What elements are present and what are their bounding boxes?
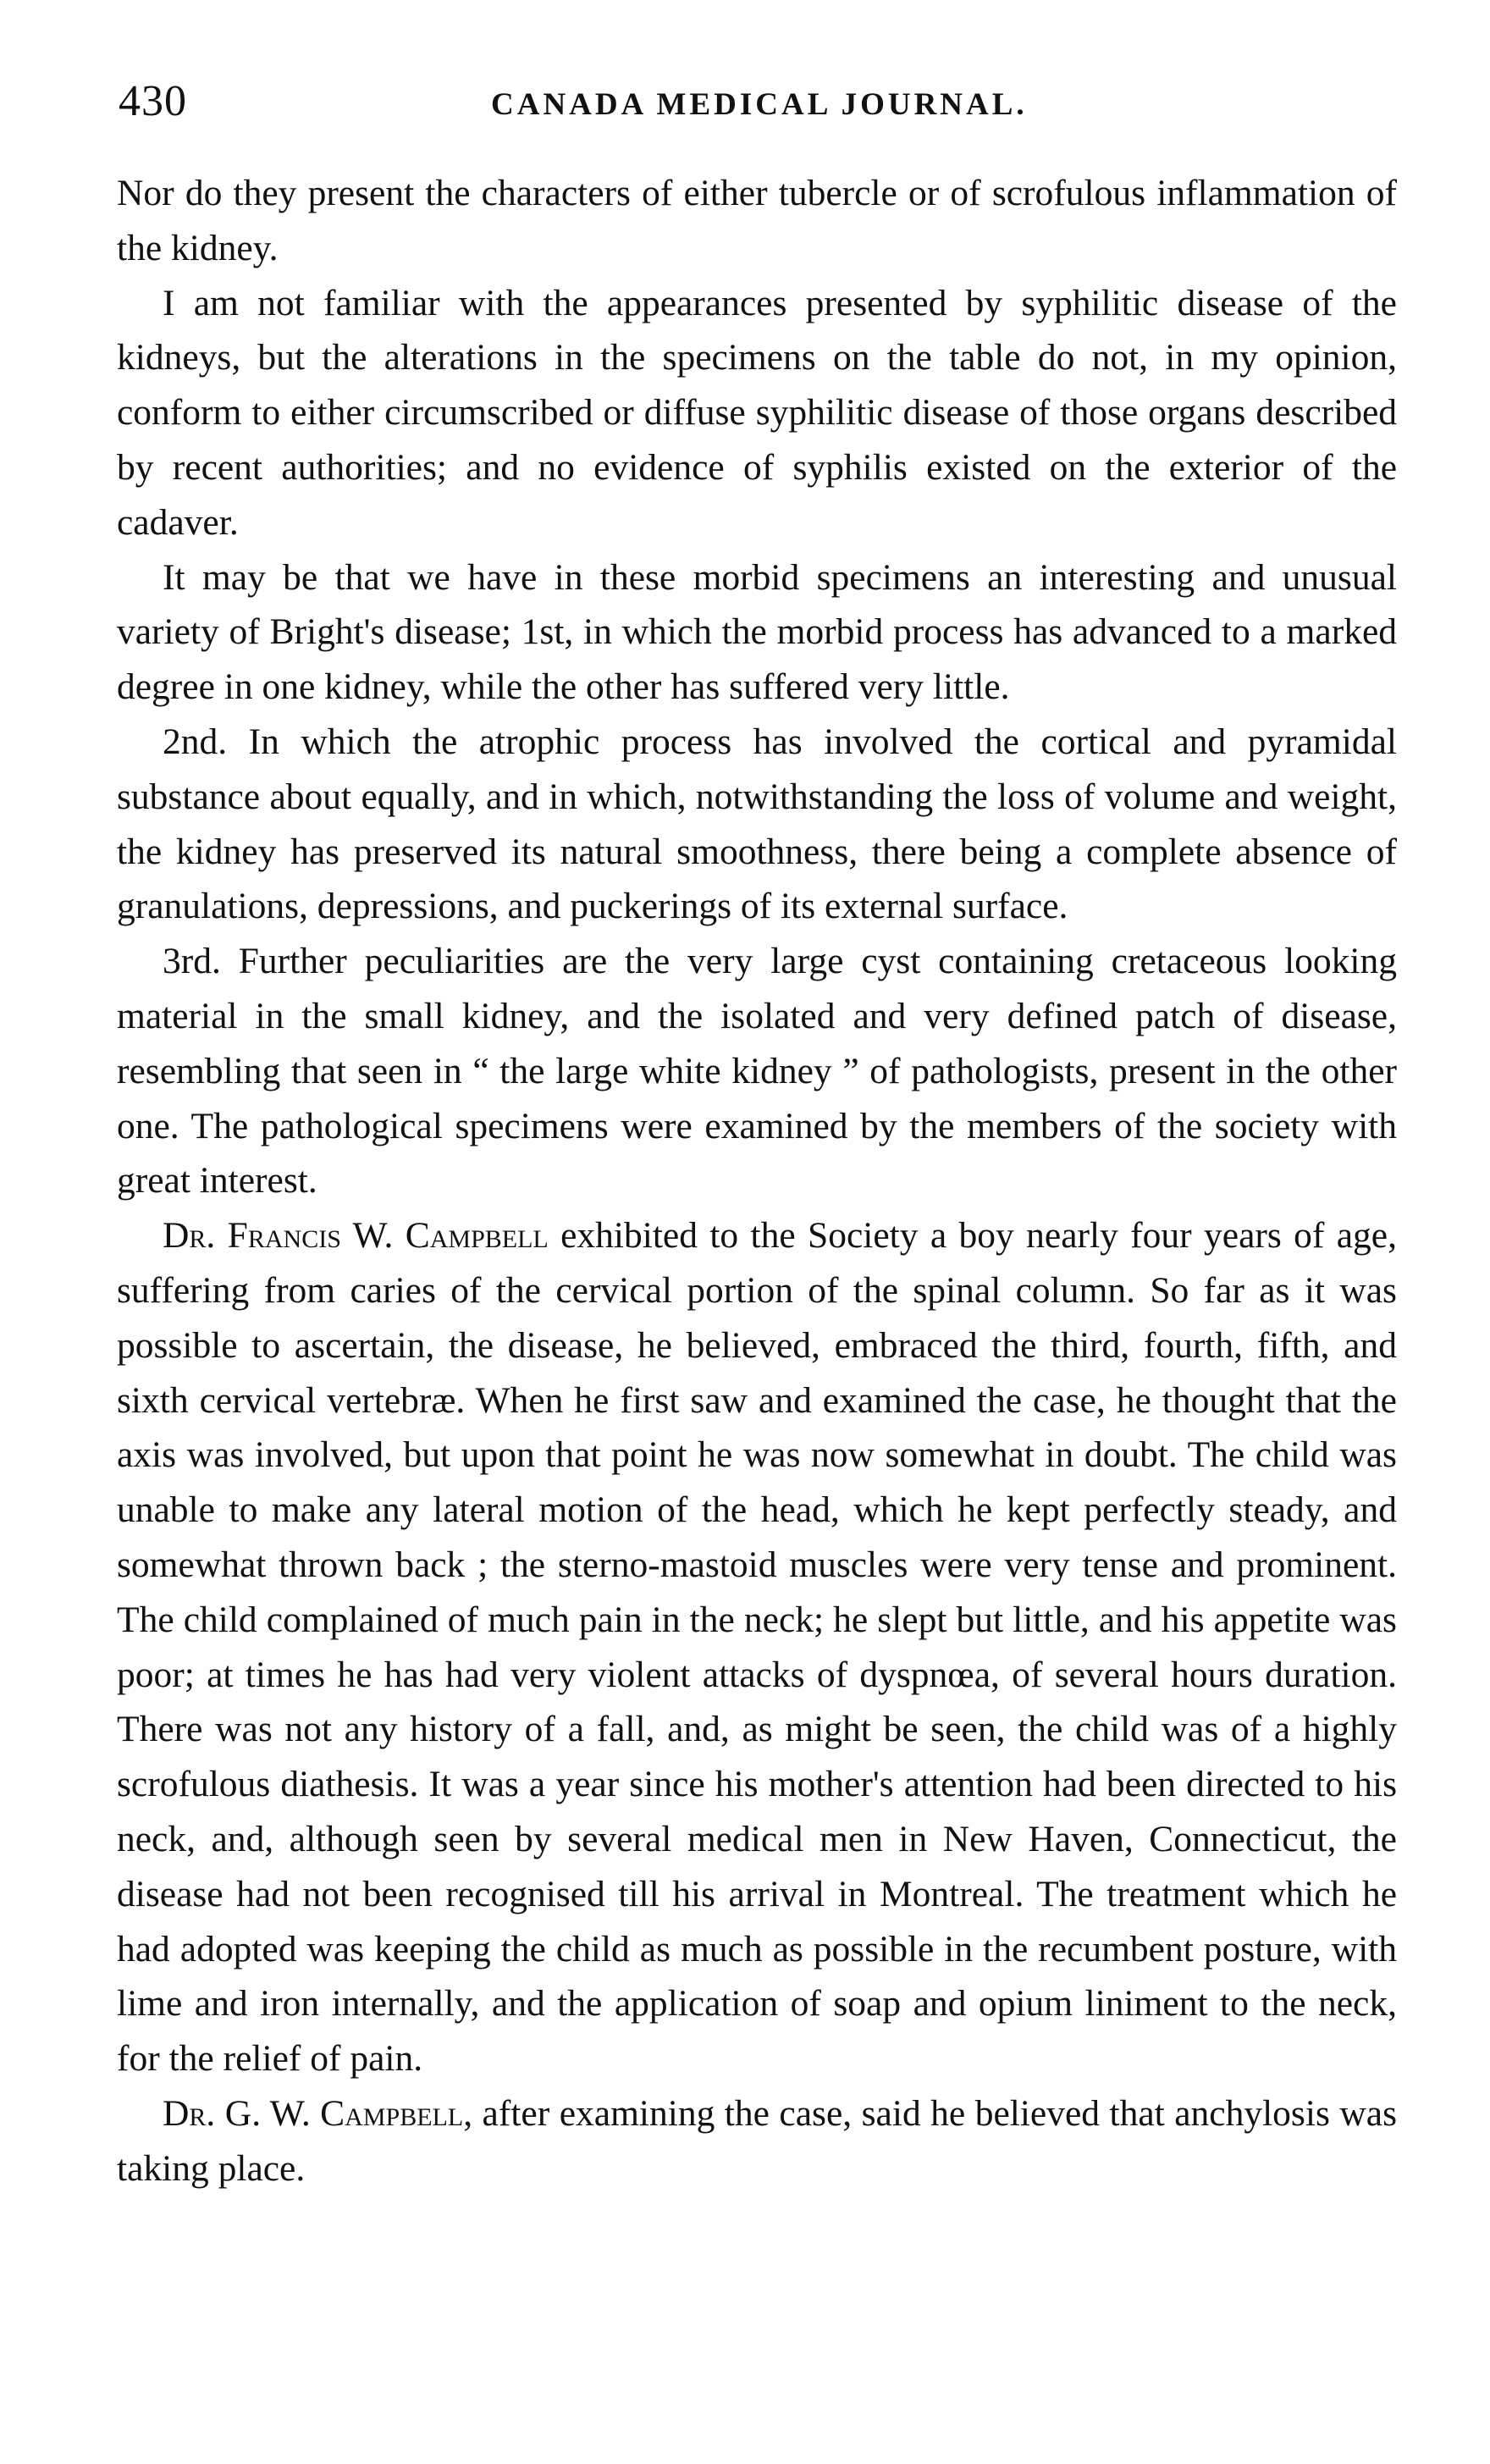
paragraph-6 (117, 1208, 1397, 2086)
speaker-name: Dr. Francis W. Campbell (163, 1215, 549, 1257)
paragraph-7-text: , after examining the case, said he believed that anchylosis was taking place. (117, 2092, 1397, 2189)
running-head: CANADA MEDICAL JOURNAL. (491, 87, 1028, 122)
paragraph-5: 3rd. Further peculiarities are the very large cyst containing cretaceous looking material in the small kidney, and the isolated and very defined patch of disease, resembling that seen in “ the large white kidney ” of pathologists, present in the other one. The pathological specimens were examined by the members of the society with great interest. (117, 941, 1397, 1202)
page-header (119, 76, 1397, 135)
page-number: 430 (119, 77, 187, 125)
paragraph-3: It may be that we have in these morbid specimens an interesting and unusual variety of Bright's disease; 1st, in which the morbid process has advanced to a marked degree in one kidney, while the other has suffered very little. (117, 556, 1397, 708)
speaker-name: Dr. G. W. Campbell (163, 2092, 464, 2134)
paragraph-4: 2nd. In which the atrophic process has involved the cortical and pyramidal substance about equally, and in which, notwithstanding the loss of volume and weight, the kidney has preserved its natural smoothness, there being a complete absence of granulations, depressions, and puckerings of its external surface. (117, 721, 1397, 927)
paragraph-2: I am not familiar with the appearances presented by syphilitic disease of the kidneys, but the alterations in the specimens on the table do not, in my opinion, conform to either circumscribed or diffuse syphilitic disease of those organs described by recent authorities; and no evidence of syphilis existed on the exterior of the cadaver. (117, 282, 1397, 543)
paragraph-1: Nor do they present the characters of either tubercle or of scrofulous inflammation of the kidney. (117, 173, 1397, 268)
paragraph-7 (117, 2086, 1397, 2196)
paragraph-6-text: exhibited to the Society a boy nearly four years of age, suffering from caries of the cervical portion of the spinal column. So far as it was possible to ascertain, the disease, he believed, embraced the third, fourth, fifth, and sixth cervical vertebræ. When he first saw and examined the case, he thought that the axis was involved, but upon that point he was now somewhat in doubt. The child was unable to make any lateral motion of the head, which he kept perfectly steady, and somewhat thrown back ; the sterno-mastoid muscles were very tense and prominent. The child complained of much pain in the neck; he slept but little, and his appetite was poor; at times he has had very violent attacks of dyspnœa, of several hours duration. There was not any history of a fall, and, as might be seen, the child was of a highly scrofulous diathesis. It was a year since his mother's attention had been directed to his neck, and, although seen by several medical men in New Haven, Connecticut, the disease had not been recognised till his arrival in Montreal. The treatment which he had adopted was keeping the child as much as possible in the recumbent posture, with lime and iron internally, and the application of soap and opium liniment to the neck, for the relief of pain. (117, 1215, 1397, 2080)
article-body (117, 166, 1397, 2196)
